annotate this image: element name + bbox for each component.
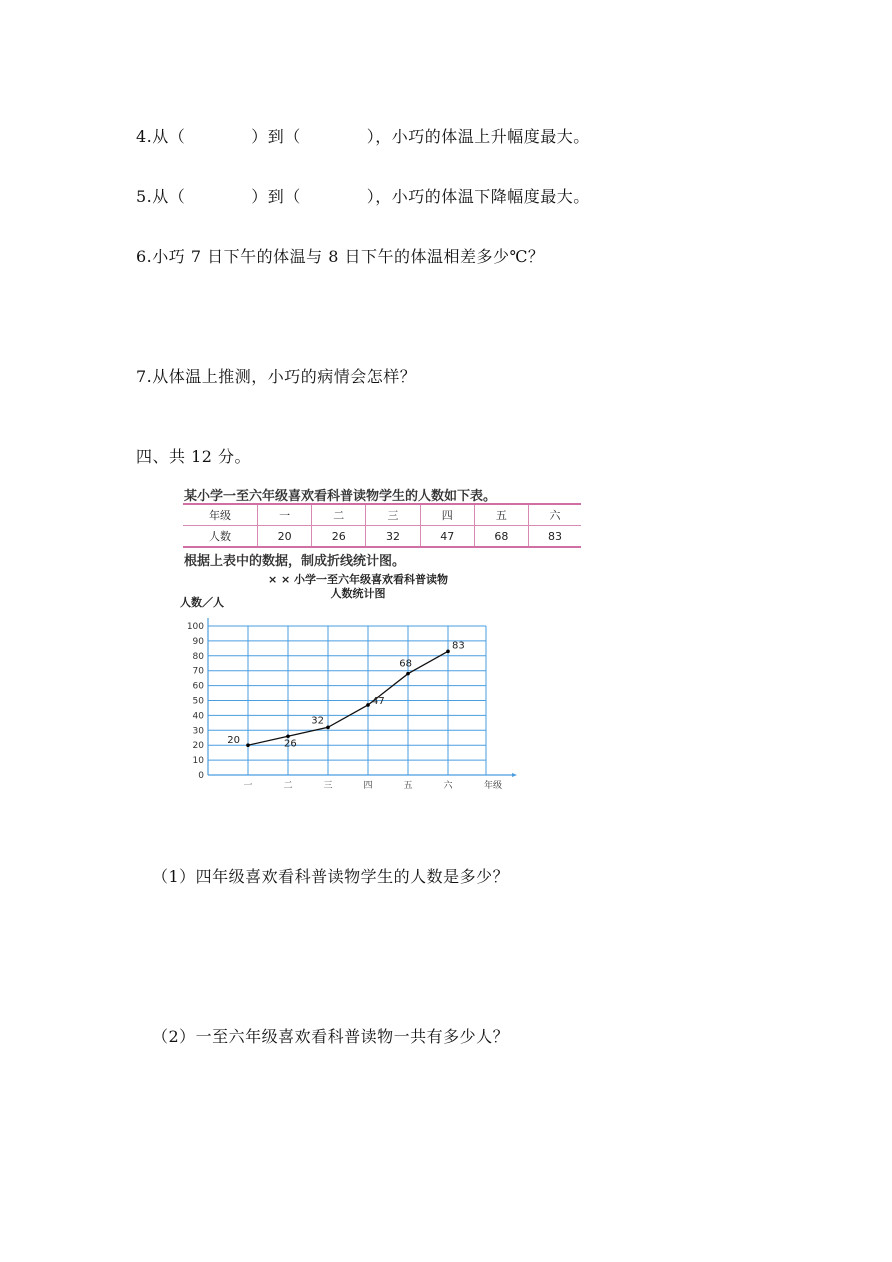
table-instruction: 根据上表中的数据，制成折线统计图。 [184,554,406,569]
table-cell: 20 [258,526,312,548]
series-line [248,651,448,745]
data-point [406,672,410,676]
table-header-cell: 六 [529,504,581,526]
y-tick-label: 40 [192,711,204,722]
x-tick-label: 一 [243,781,253,791]
data-label: 83 [452,640,465,652]
y-tick-label: 10 [192,756,204,767]
y-tick-label: 20 [192,741,204,752]
data-label: 68 [399,658,412,670]
x-axis-arrow [512,773,517,777]
data-label: 26 [284,738,297,750]
table-header-cell: 二 [312,504,366,526]
data-label: 47 [372,695,385,707]
data-label: 20 [227,735,240,747]
question-6: 6.小巧 7 日下午的体温与 8 日下午的体温相差多少℃？ [136,247,545,266]
table-header-cell: 四 [420,504,474,526]
chart-grid [187,618,517,791]
table-intro: 某小学一至六年级喜欢看科普读物学生的人数如下表。 [184,489,497,504]
chart-title-line2: 人数统计图 [330,587,386,600]
data-point [446,650,450,654]
y-tick-label: 70 [192,666,204,677]
y-tick-label: 60 [192,681,204,692]
table-cell: 47 [420,526,474,548]
y-tick-label: 100 [186,622,204,632]
table-cell: 26 [312,526,366,548]
y-tick-label: 0 [198,771,204,781]
table-cell: 83 [529,526,581,548]
chart-marks [227,640,464,749]
y-axis-label: 人数／人 [180,596,224,609]
x-tick-label: 二 [283,781,293,791]
x-axis-label: 年级 [484,781,503,791]
table-row-label: 人数 [183,526,258,548]
data-point [246,743,250,747]
x-tick-label: 五 [403,781,413,791]
x-tick-label: 四 [363,781,373,791]
x-tick-label: 六 [443,781,453,791]
data-point [326,726,330,730]
x-tick-label: 三 [323,781,333,791]
y-tick-label: 50 [192,696,204,707]
data-label: 32 [311,715,324,727]
question-5: 5.从（ ）到（ ），小巧的体温下降幅度最大。 [136,187,590,206]
data-point [366,703,370,707]
table-header-cell: 年级 [183,504,258,526]
y-tick-label: 90 [192,636,204,647]
section-heading: 四、共 12 分。 [136,447,252,466]
question-7: 7.从体温上推测，小巧的病情会怎样？ [136,367,417,386]
chart-title-line1: × × 小学一至六年级喜欢看科普读物 [267,573,449,586]
table-cell: 32 [366,526,420,548]
y-tick-label: 80 [192,651,204,662]
table-header-cell: 一 [258,504,312,526]
sub-question-2: （2）一至六年级喜欢看科普读物一共有多少人？ [152,1027,510,1046]
table-header-cell: 五 [474,504,528,526]
question-4: 4.从（ ）到（ ），小巧的体温上升幅度最大。 [136,127,590,146]
y-tick-label: 30 [192,726,204,737]
sub-question-1: （1）四年级喜欢看科普读物学生的人数是多少？ [152,867,510,886]
table-cell: 68 [474,526,528,548]
table-header-cell: 三 [366,504,420,526]
